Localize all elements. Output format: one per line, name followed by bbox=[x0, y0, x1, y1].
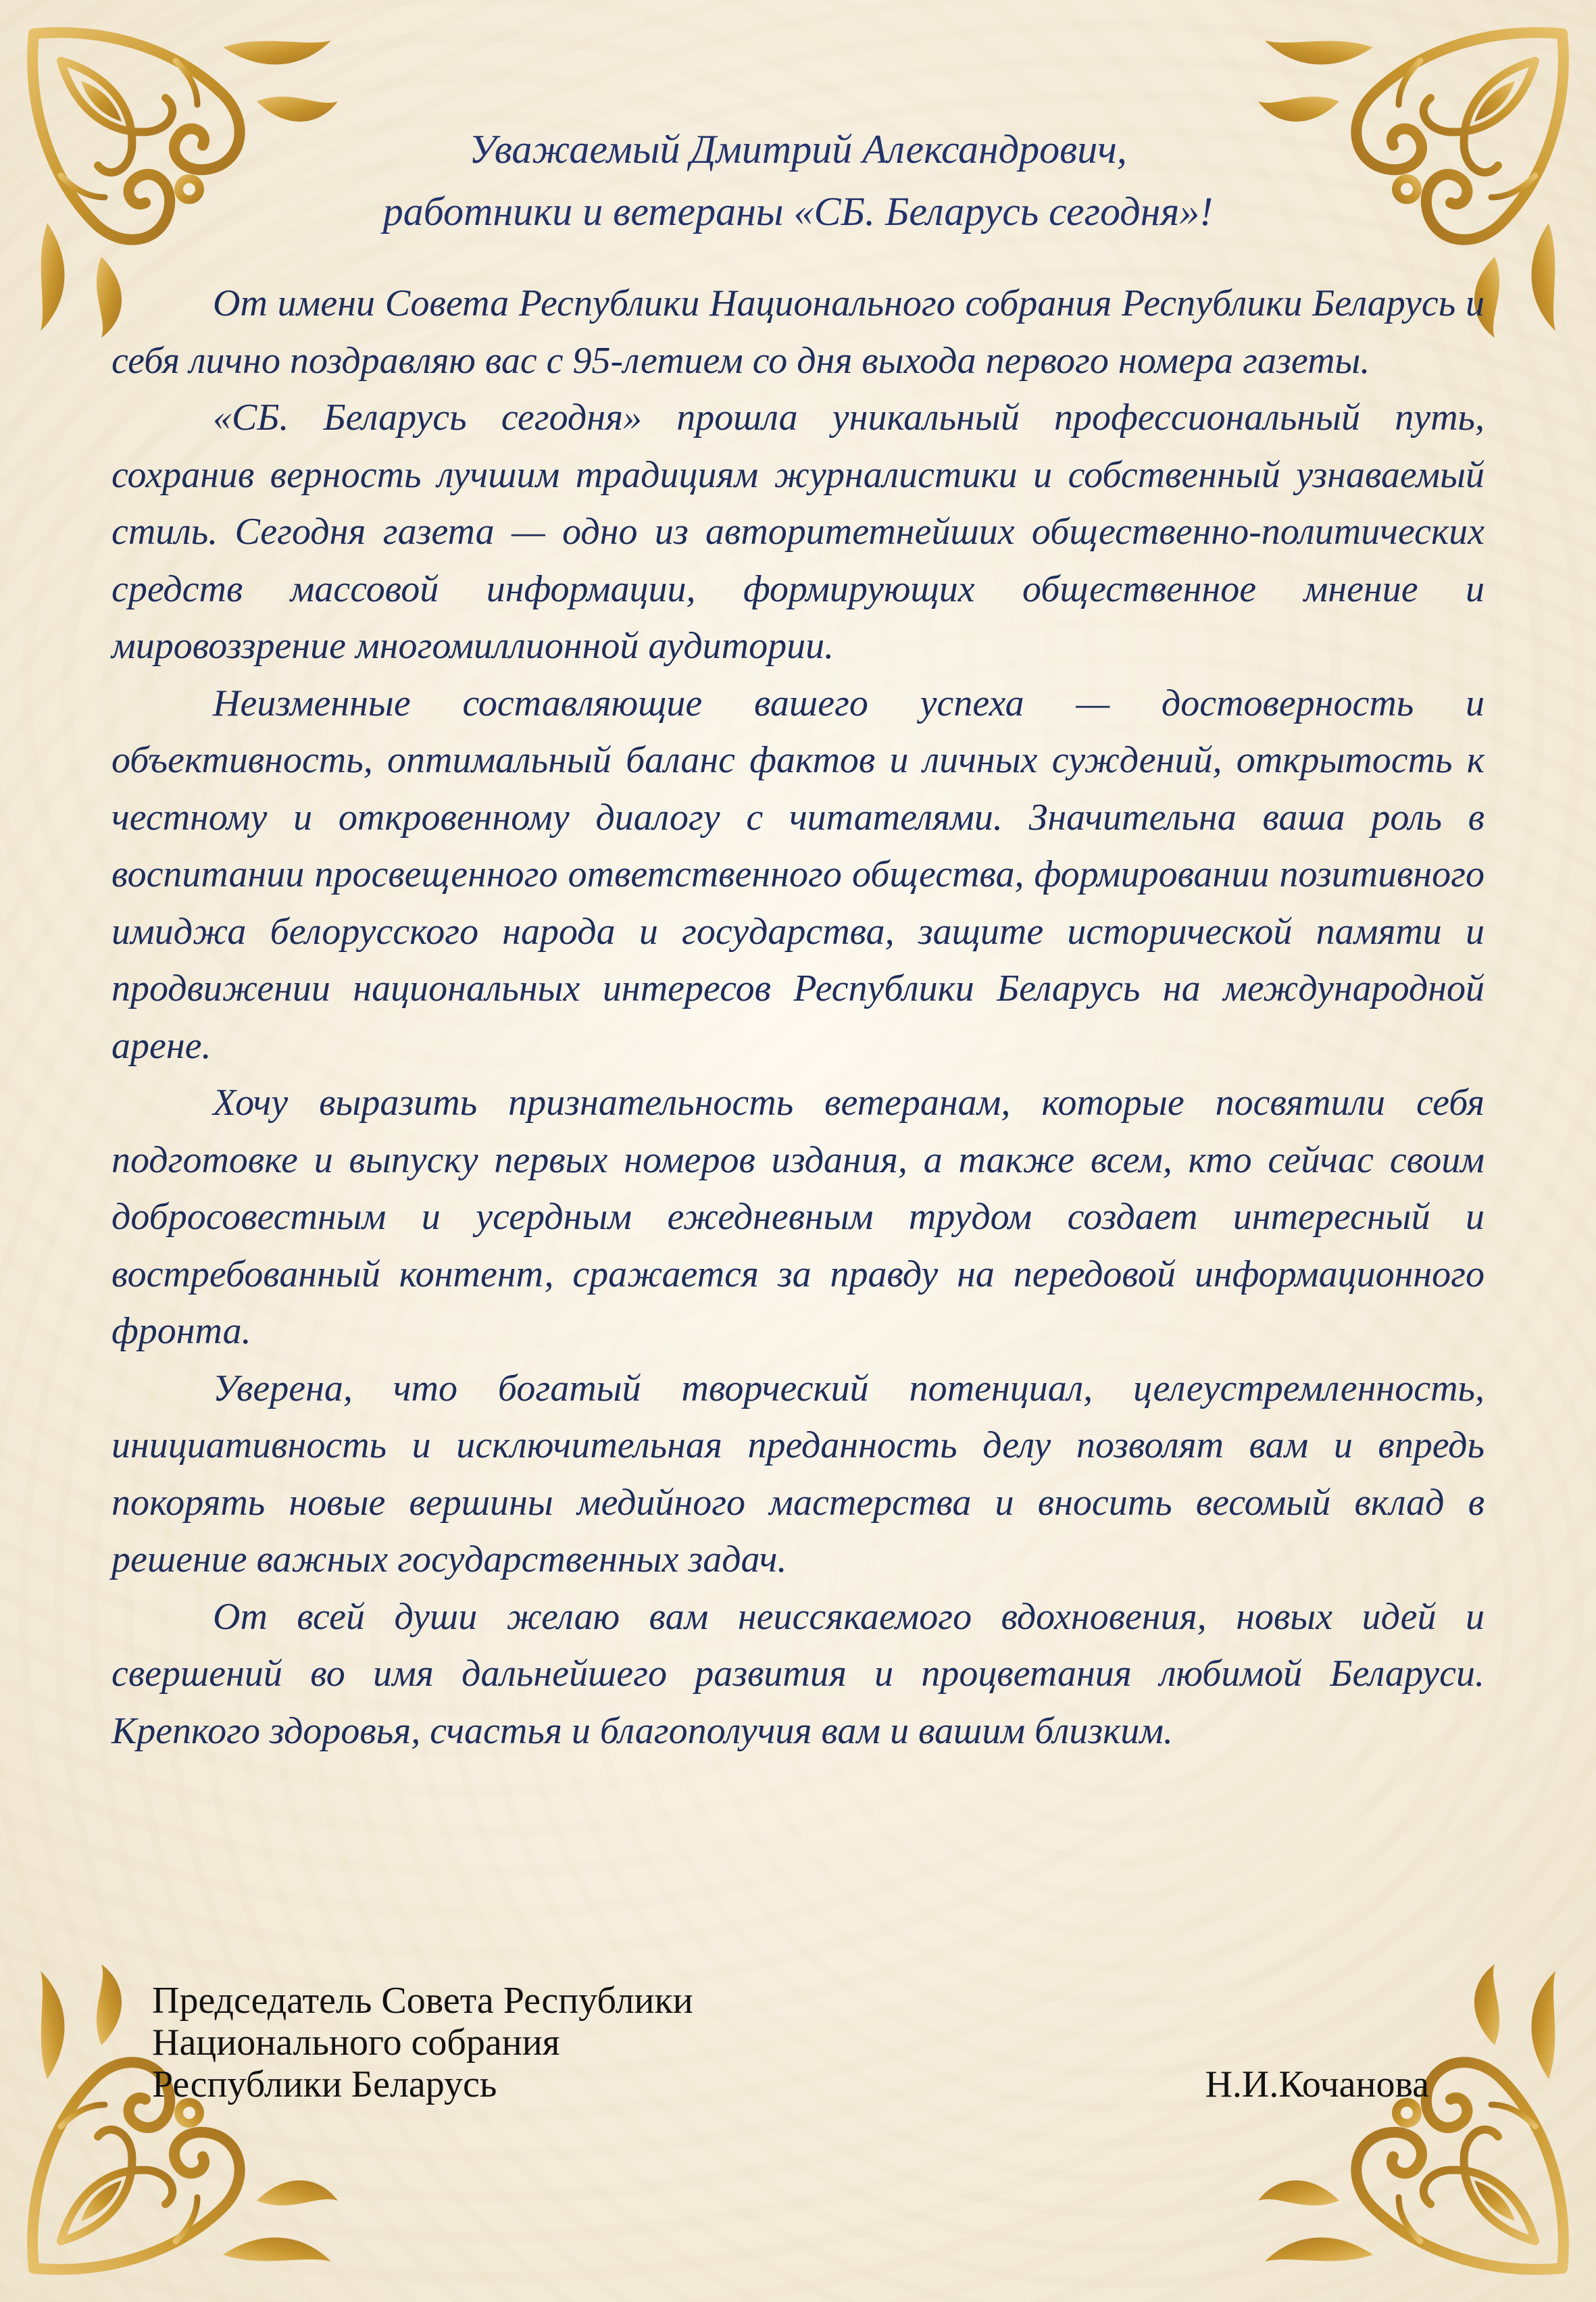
position-line-2: Национального собрания bbox=[152, 2022, 560, 2063]
paragraph: Неизменные составляющие вашего успеха — достоверность и объективность, оптимальный баланс фактов и личных суждений, открытость к честному и откровенному диалогу с читателями. Значительна ваша роль в воспитании просвещенного ответственного общества, формировании позитивного имиджа белорусского народа и государства, защите исторической памяти и продвижении национальных интересов Республики Беларусь на международной арене. bbox=[111, 682, 1485, 1067]
position-line-3: Республики Беларусь bbox=[152, 2063, 497, 2105]
signature-block bbox=[152, 1980, 1449, 2105]
greeting-line-2: работники и ветераны «СБ. Беларусь сегодня»! bbox=[382, 189, 1214, 234]
paragraph: Уверена, что богатый творческий потенциал, целеустремленность, инициативность и исключительная преданность делу позволят вам и впредь покорять новые вершины медийного мастерства и вносить весомый вклад в решение важных государственных задач. bbox=[111, 1367, 1485, 1580]
paragraph: Хочу выразить признательность ветеранам, которые посвятили себя подготовке и выпуску первых номеров издания, а также всем, кто сейчас своим добросовестным и усердным ежедневным трудом создает интересный и востребованный контент, сражается за правду на передовой информационного фронта. bbox=[111, 1082, 1485, 1352]
paragraph: От имени Совета Республики Национального собрания Республики Беларусь и себя лично поздравляю вас с 95-летием со дня выхода первого номера газеты. bbox=[111, 282, 1485, 382]
letter-body bbox=[111, 275, 1485, 1759]
greeting-line-1: Уважаемый Дмитрий Александрович, bbox=[469, 127, 1127, 172]
paragraph: От всей души желаю вам неиссякаемого вдохновения, новых идей и свершений во имя дальнейшего развития и процветания любимой Беларуси. Крепкого здоровья, счастья и благополучия вам и вашим близким. bbox=[111, 1595, 1485, 1752]
signatory-name: Н.И.Кочанова bbox=[1205, 2063, 1429, 2105]
greeting bbox=[111, 118, 1485, 243]
position-line-1: Председатель Совета Республики bbox=[152, 1980, 693, 2022]
paragraph: «СБ. Беларусь сегодня» прошла уникальный профессиональный путь, сохранив верность лучшим традициям журналистики и собственный узнаваемый стиль. Сегодня газета — одно из авторитетнейших общественно-политических средств массовой информации, формирующих общественное мнение и мировоззрение многомиллионной аудитории. bbox=[111, 397, 1485, 667]
letter-content bbox=[111, 118, 1485, 1759]
